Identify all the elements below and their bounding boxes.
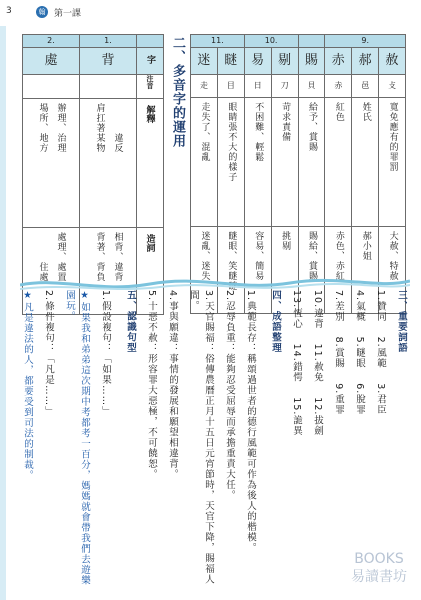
row-label: 字 xyxy=(145,55,155,64)
zhuyin-cell: 目 xyxy=(217,75,244,98)
meaning-text: 給予、賞賜 xyxy=(306,102,317,152)
example-text: 郝小姐 xyxy=(360,231,371,261)
meaning-text: 肩扛著某物 xyxy=(94,103,105,153)
meaning-text: 苛求責備 xyxy=(280,102,291,142)
example-text: 背著、背負 xyxy=(94,232,105,282)
char-cell: 背 xyxy=(80,48,137,75)
word-list xyxy=(373,290,388,590)
zhuyin-cell: 邑 xyxy=(352,75,379,98)
word-item: 14.錯愕 xyxy=(291,343,302,383)
example-text: 相背、違背 xyxy=(112,232,123,282)
polyphone-table-right xyxy=(190,34,406,314)
zhuyin-cell: 貝 xyxy=(298,75,325,98)
meaning-text: 寬免應有的罪罰 xyxy=(387,102,398,172)
char-cell: 易 xyxy=(244,48,271,75)
lesson-title: 第一課 xyxy=(54,9,82,19)
example-text: 容易、簡易 xyxy=(253,231,264,281)
pattern-example: ★凡是違法的人，都要受到司法的制裁。 xyxy=(22,290,33,481)
watermark-line: 易讀書坊 xyxy=(351,569,407,585)
group-number: 10. xyxy=(244,35,298,48)
idiom-item: 2.忍辱負重：能夠忍受屈辱而承擔重責大任。 xyxy=(224,290,235,501)
zhuyin-cell: 日 xyxy=(244,75,271,98)
meaning-text: 姓氏 xyxy=(360,102,371,122)
char-cell: 赤 xyxy=(325,48,352,75)
meaning-text: 不困難、輕鬆 xyxy=(253,102,264,162)
col-number: 1. xyxy=(80,35,137,48)
word-item: 1.贊同 xyxy=(375,290,386,323)
group-number xyxy=(298,35,325,48)
word-item: 5.瞇眼 xyxy=(354,336,365,369)
meaning-text: 眼睛張不大的樣子 xyxy=(226,102,237,182)
example-text: 賜給、賞賜 xyxy=(306,231,317,281)
col-number: 2. xyxy=(23,35,80,48)
meaning-text: 違反 xyxy=(112,133,123,153)
zhuyin-cell: 赤 xyxy=(325,75,352,98)
section-four-title: 四、成語整理 xyxy=(270,290,281,353)
char-cell: 剔 xyxy=(271,48,298,75)
pattern-example: ★如果我和弟弟這次期中考都考一百分，媽媽就會帶我們去遊樂園玩。 xyxy=(64,290,90,586)
side-stripe xyxy=(0,26,6,600)
example-text: 大赦、特赦 xyxy=(387,231,398,281)
word-item: 10.違背 xyxy=(312,290,323,330)
row-label: 解釋 xyxy=(144,105,155,123)
example-text: 迷亂、迷失 xyxy=(199,231,210,281)
section-five-title: 五、認識句型 xyxy=(125,290,136,353)
word-item: 8.賞賜 xyxy=(333,336,344,369)
char-cell: 瞇 xyxy=(217,48,244,75)
word-item: 12.拔劍 xyxy=(312,397,323,437)
meaning-text: 紅色 xyxy=(333,102,344,122)
lower-text-area xyxy=(14,290,409,590)
group-number: 11. xyxy=(191,35,245,48)
word-item: 2.風範 xyxy=(375,336,386,369)
publisher-badge: 翰 xyxy=(36,6,48,18)
word-item: 6.脫罪 xyxy=(354,383,365,416)
meaning-text: 辦理、治理 xyxy=(55,103,66,153)
page-header xyxy=(0,0,421,26)
group-number: 9. xyxy=(325,35,406,48)
char-cell: 郝 xyxy=(352,48,379,75)
char-cell: 處 xyxy=(23,48,80,75)
word-item: 13.恆心 xyxy=(291,290,302,330)
page-number: 3 xyxy=(6,6,12,16)
idiom-item: 3.天官賜福：俗傳農曆正月十五日元宵節時，天官下降，賜福人間。 xyxy=(188,290,214,585)
char-cell: 迷 xyxy=(191,48,218,75)
word-item: 11.赦免 xyxy=(312,343,323,383)
word-item: 3.君臣 xyxy=(375,383,386,416)
idiom-item: 5.十惡不赦：形容罪大惡極，不可饒恕。 xyxy=(146,290,157,480)
polyphone-table-left xyxy=(22,34,164,315)
zhuyin-cell: 攴 xyxy=(379,75,406,98)
section-two-title: 二、多音字的運用 xyxy=(170,36,185,148)
row-label: 造詞 xyxy=(144,234,155,252)
meaning-text: 場所、地方 xyxy=(37,103,48,153)
example-text: 赤色、赤紅 xyxy=(333,231,344,281)
idiom-item: 1.典範長存：稱頌過世者的德行風範可作為後人的楷模。 xyxy=(245,290,256,554)
row-label: 注音 xyxy=(146,75,154,89)
watermark-line: BOOKS xyxy=(354,551,404,567)
zhuyin-cell: 走 xyxy=(191,75,218,98)
zhuyin-cell: 刀 xyxy=(271,75,298,98)
example-text: 住處 xyxy=(37,262,48,282)
word-item: 4.氣概 xyxy=(354,290,365,323)
idiom-item: 4.事與願違：事情的發展和願望相違背。 xyxy=(167,290,178,480)
word-item: 7.差別 xyxy=(333,290,344,323)
char-cell: 赦 xyxy=(379,48,406,75)
pattern-item: 2.條件複句：「凡是……」 xyxy=(43,290,54,417)
watermark xyxy=(351,550,407,586)
example-text: 瞇眼、笑瞇瞇 xyxy=(226,231,237,291)
char-cell: 賜 xyxy=(298,48,325,75)
word-item: 9.重罪 xyxy=(333,383,344,416)
word-item: 15.詭異 xyxy=(291,397,302,437)
pattern-item: 1.假設複句：「如果……」 xyxy=(100,290,111,417)
section-three-title: 三、重要詞語 xyxy=(396,290,407,353)
example-text: 處理、處置 xyxy=(55,232,66,282)
example-text: 挑剔 xyxy=(280,231,291,251)
meaning-text: 走失了、混亂 xyxy=(199,102,210,162)
